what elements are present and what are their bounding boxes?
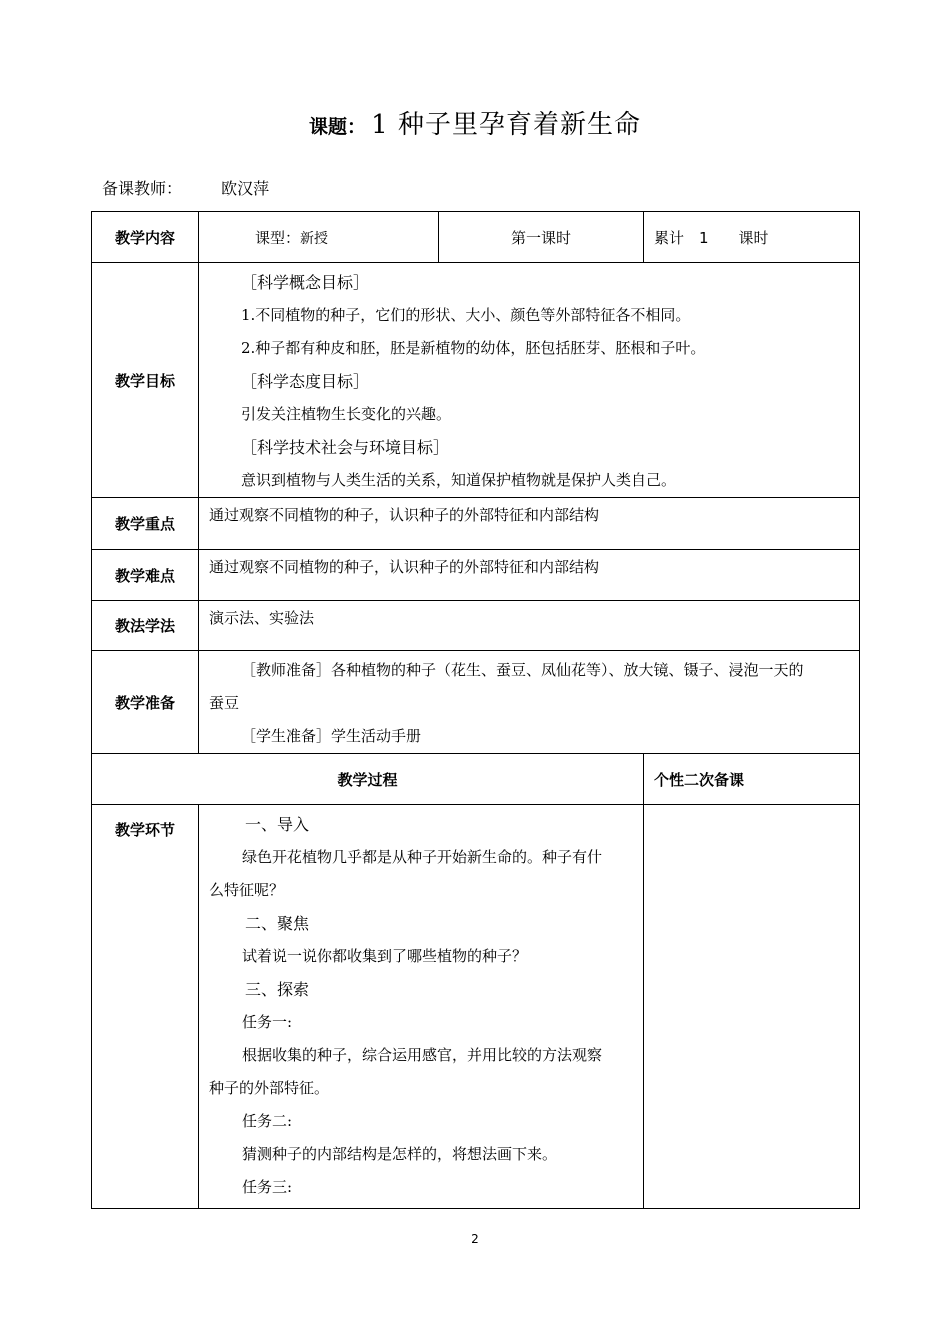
- teacher-name: 欧汉萍: [221, 179, 270, 198]
- section-focus-title: 二、聚焦: [245, 914, 310, 933]
- preparation-cell: [199, 651, 860, 754]
- task1-text-1: 根据收集的种子，综合运用感官，并用比较的方法观察: [242, 1046, 603, 1064]
- personal-notes-title: 个性二次备课: [644, 754, 860, 805]
- title-label: 课题：: [309, 116, 367, 138]
- attitude-item-1: 引发关注植物生长变化的兴趣。: [241, 405, 452, 423]
- section-intro-text-2: 么特征呢？: [209, 881, 285, 899]
- lesson-type-cell: [199, 212, 439, 263]
- teacher-prep-line-1: ［教师准备］各种植物的种子（花生、蚕豆、凤仙花等）、放大镜、镊子、浸泡一天的: [241, 661, 804, 679]
- concept-item-1: 1.不同植物的种子，它们的形状、大小、颜色等外部特征各不相同。: [241, 306, 691, 324]
- teacher-line: [102, 176, 269, 199]
- attitude-title: ［科学态度目标］: [241, 372, 370, 391]
- process-steps-header: 教学环节: [92, 805, 199, 1209]
- row-difficulty: [92, 550, 860, 601]
- page-number: 2: [471, 1232, 479, 1246]
- row-key-point: [92, 498, 860, 550]
- methods-text: 演示法、实验法: [199, 601, 860, 651]
- lesson-type-value: 新授: [300, 230, 329, 247]
- task2-title: 任务二:: [242, 1112, 293, 1130]
- preparation-header: 教学准备: [92, 651, 199, 754]
- key-point-text: 通过观察不同植物的种子，认识种子的外部特征和内部结构: [199, 498, 860, 550]
- section-explore-title: 三、探索: [245, 980, 310, 999]
- task2-text: 猜测种子的内部结构是怎样的，将想法画下来。: [242, 1145, 558, 1163]
- lesson-type-label: 课型：: [255, 228, 301, 247]
- objectives-cell: [199, 263, 860, 498]
- sts-item-1: 意识到植物与人类生活的关系，知道保护植物就是保护人类自己。: [241, 471, 677, 489]
- cumulative-hours: 累计 1 课时: [644, 212, 860, 263]
- concept-title: ［科学概念目标］: [241, 273, 370, 292]
- process-title: 教学过程: [92, 754, 644, 805]
- objectives-header: 教学目标: [92, 263, 199, 498]
- process-content: [199, 805, 644, 1209]
- row-preparation: [92, 651, 860, 754]
- sts-title: ［科学技术社会与环境目标］: [241, 438, 450, 457]
- key-point-header: 教学重点: [92, 498, 199, 550]
- student-prep: ［学生准备］学生活动手册: [241, 727, 422, 745]
- concept-item-2: 2.种子都有种皮和胚，胚是新植物的幼体，胚包括胚芽、胚根和子叶。: [241, 339, 706, 357]
- teacher-label: 备课教师：: [102, 179, 183, 198]
- teacher-prep-line-2: 蚕豆: [209, 694, 240, 712]
- difficulty-header: 教学难点: [92, 550, 199, 601]
- task1-title: 任务一:: [242, 1013, 293, 1031]
- difficulty-text: 通过观察不同植物的种子，认识种子的外部特征和内部结构: [199, 550, 860, 601]
- document-title: [0, 104, 950, 141]
- section-intro-text-1: 绿色开花植物几乎都是从种子开始新生命的。种子有什: [242, 848, 603, 866]
- task3-title: 任务三:: [242, 1178, 293, 1196]
- row-content: [92, 212, 860, 263]
- title-text: 1 种子里孕育着新生命: [371, 110, 641, 140]
- personal-notes-cell: [644, 805, 860, 1209]
- section-focus-text: 试着说一说你都收集到了哪些植物的种子？: [242, 947, 528, 965]
- content-header: 教学内容: [92, 212, 199, 263]
- row-process: [92, 805, 860, 1209]
- methods-header: 教法学法: [92, 601, 199, 651]
- lesson-number: 第一课时: [439, 212, 644, 263]
- lesson-plan-table: [91, 211, 860, 1209]
- row-methods: [92, 601, 860, 651]
- row-objectives: [92, 263, 860, 498]
- section-intro-title: 一、导入: [245, 815, 310, 834]
- row-process-header: [92, 754, 860, 805]
- task1-text-2: 种子的外部特征。: [209, 1079, 330, 1097]
